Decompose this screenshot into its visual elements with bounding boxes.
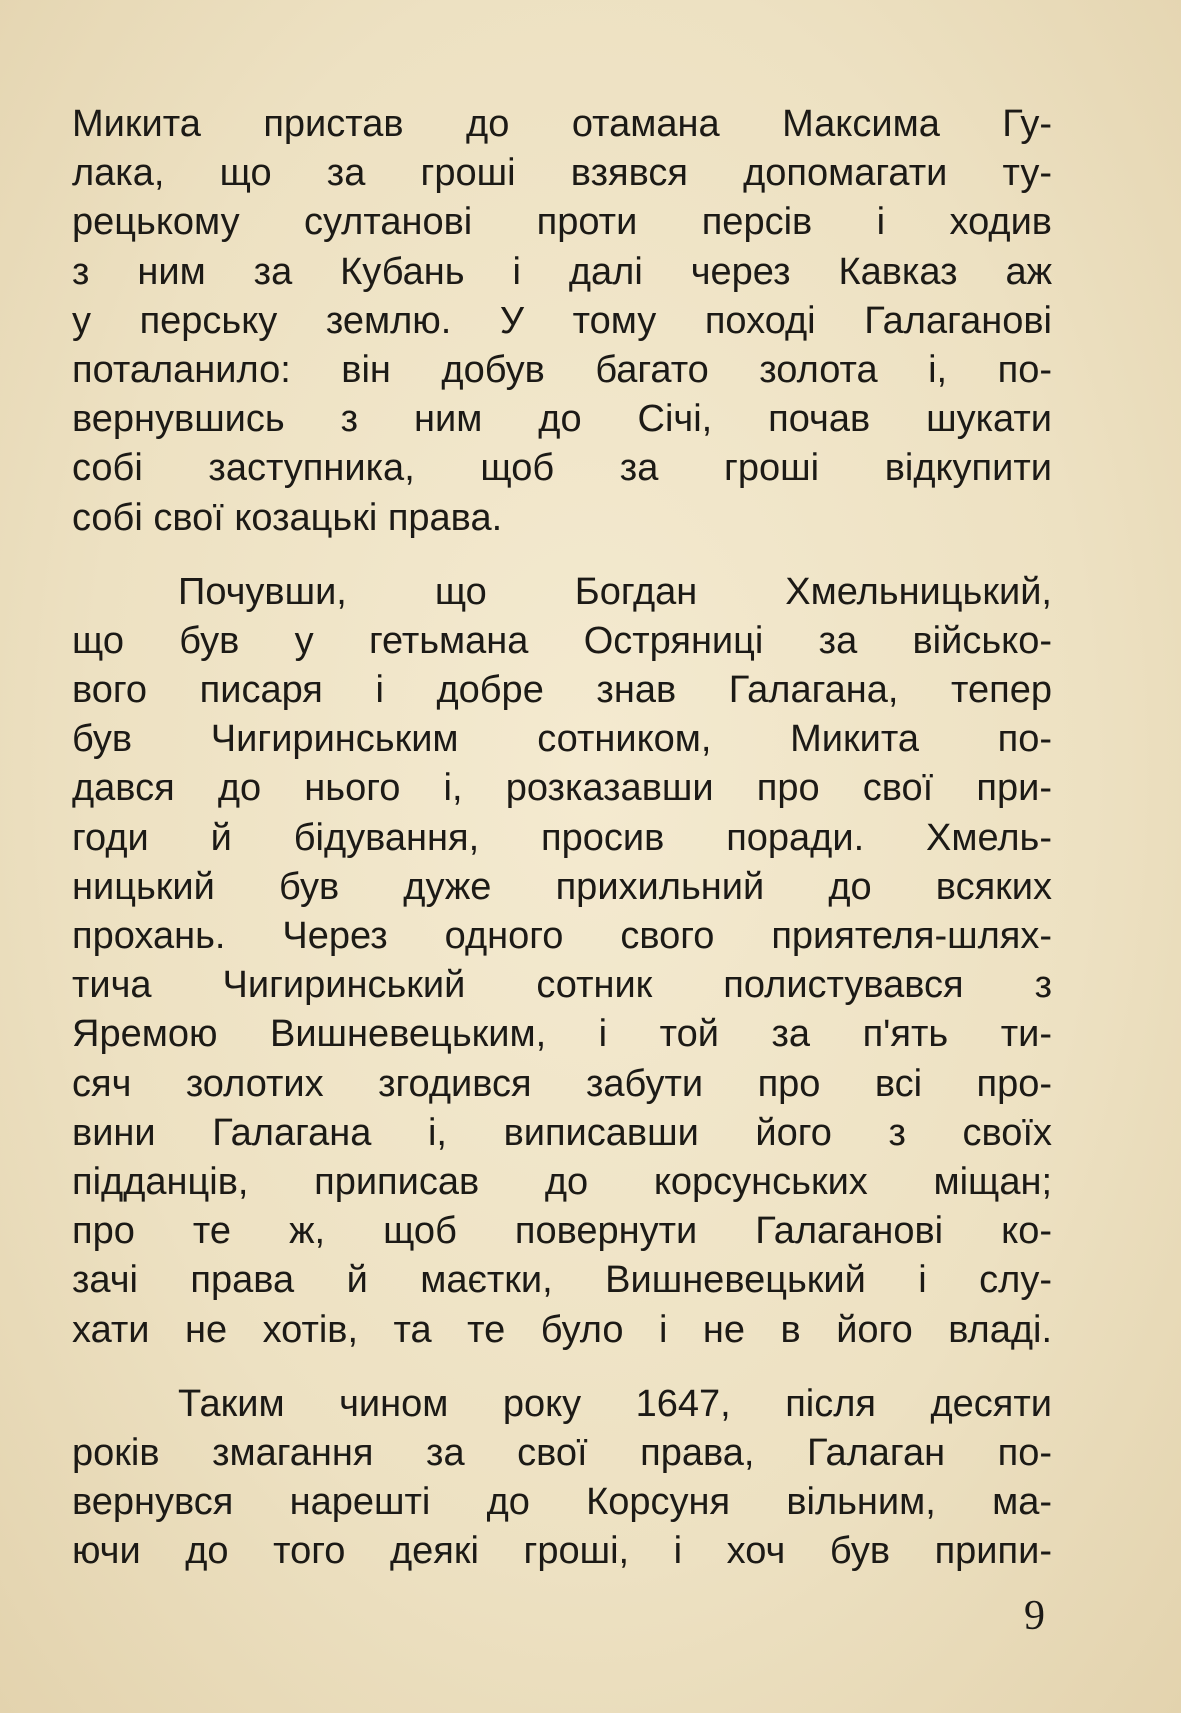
text-line: вернувся нарешті до Корсуня вільним, ма- bbox=[72, 1481, 1052, 1524]
text-line: з ним за Кубань і далі через Кавказ аж bbox=[72, 250, 1052, 293]
text-line: років змагання за свої права, Галаган по- bbox=[72, 1431, 1052, 1474]
text-line: прохань. Через одного свого приятеля-шлях- bbox=[72, 915, 1052, 957]
text-line: зачі права й маєтки, Вишневецький і слу- bbox=[72, 1259, 1052, 1302]
page-text bbox=[72, 100, 1052, 1601]
text-line: ницький був дуже прихильний до всяких bbox=[72, 865, 1052, 908]
text-line: вого писаря і добре знав Галагана, тепер bbox=[72, 669, 1052, 712]
text-line: що був у гетьмана Остряниці за військо- bbox=[72, 619, 1052, 662]
text-line: тича Чигиринський сотник полистувався з bbox=[72, 964, 1052, 1007]
text-line: вернувшись з ним до Січі, почав шукати bbox=[72, 398, 1052, 441]
text-line: у перську землю. У тому поході Галаганові bbox=[72, 299, 1052, 342]
paragraph-3 bbox=[72, 1380, 1052, 1577]
text-line: підданців, приписав до корсунських міщан; bbox=[72, 1160, 1052, 1203]
text-line: Таким чином року 1647, після десяти bbox=[178, 1382, 1052, 1425]
text-line: сяч золотих згодився забути про всі про- bbox=[72, 1062, 1052, 1105]
text-line: лака, що за гроші взявся допомагати ту- bbox=[72, 152, 1052, 195]
text-line: рецькому султанові проти персів і ходив bbox=[72, 201, 1052, 244]
text-line: поталанило: він добув багато золота і, по- bbox=[72, 348, 1052, 391]
text-line: Почувши, що Богдан Хмельницький, bbox=[178, 570, 1052, 613]
text-line: ючи до того деякі гроші, і хоч був припи- bbox=[72, 1530, 1052, 1573]
text-line: дався до нього і, розказавши про свої при- bbox=[72, 767, 1052, 810]
text-line: вини Галагана і, виписавши його з своїх bbox=[72, 1111, 1052, 1154]
text-line: годи й бідування, просив поради. Хмель- bbox=[72, 816, 1052, 859]
text-line: хати не хотів, та те було і не в його владі. bbox=[72, 1308, 1052, 1351]
page-number: 9 bbox=[1024, 1593, 1045, 1639]
text-line: собі свої козацькі права. bbox=[72, 496, 503, 539]
text-line: Микита пристав до отамана Максима Гу- bbox=[72, 103, 1052, 145]
paragraph-1 bbox=[72, 100, 1052, 543]
text-line: Яремою Вишневецьким, і той за п'ять ти- bbox=[72, 1013, 1052, 1056]
text-line: собі заступника, щоб за гроші відкупити bbox=[72, 447, 1052, 490]
text-line: був Чигиринським сотником, Микита по- bbox=[72, 718, 1052, 761]
text-line: про те ж, щоб повернути Галаганові ко- bbox=[72, 1210, 1052, 1253]
paragraph-2 bbox=[72, 568, 1052, 1355]
